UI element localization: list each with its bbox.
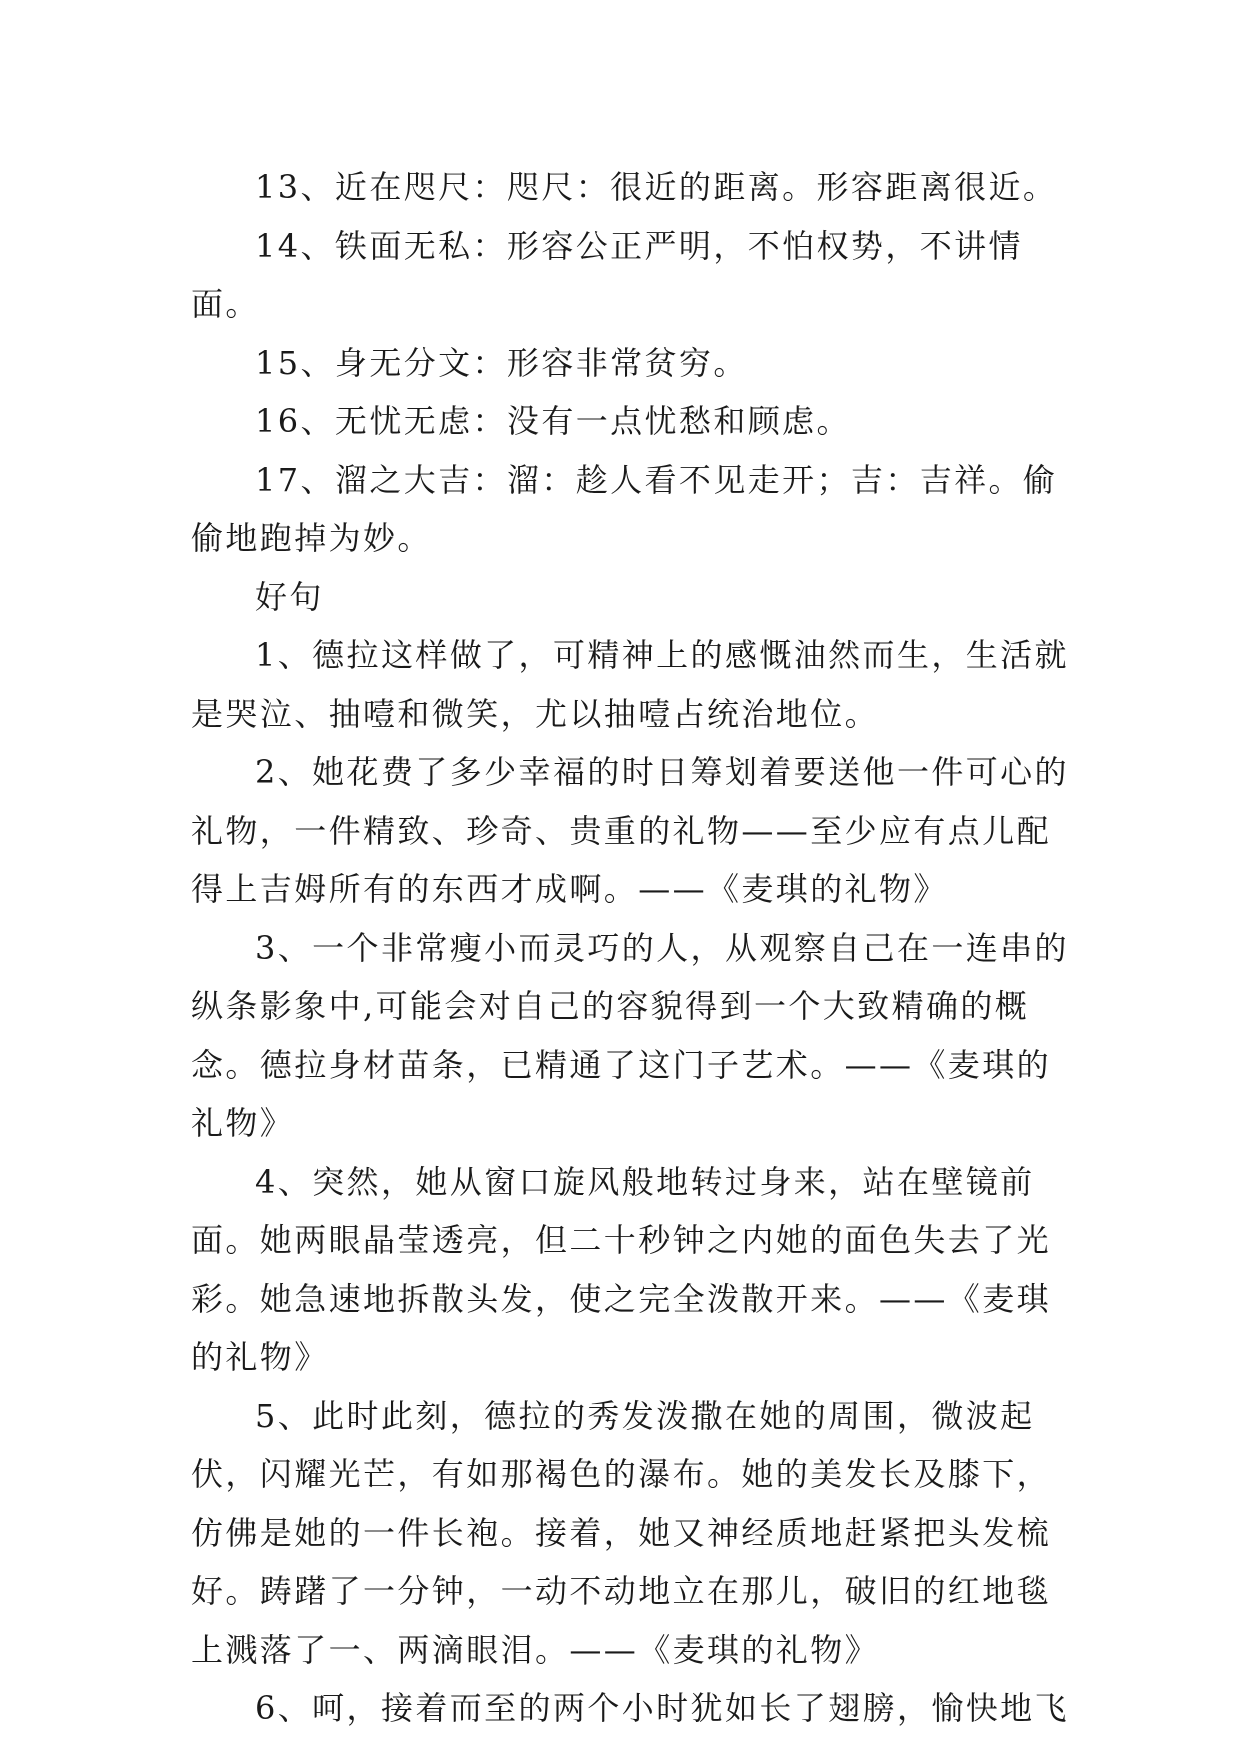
sentence-4: 4、突然，她从窗口旋风般地转过身来，站在壁镜前面。她两眼晶莹透亮，但二十秒钟之内她的面色失去了光彩。她急速地拆散头发，使之完全泼散开来。——《麦琪的礼物》 xyxy=(191,1162,1052,1376)
idiom-17: 17、溜之大吉：溜：趁人看不见走开；吉：吉祥。偷偷地跑掉为妙。 xyxy=(191,460,1058,557)
sentence-1: 1、德拉这样做了，可精神上的感慨油然而生，生活就是哭泣、抽噎和微笑，尤以抽噎占统治地位。 xyxy=(191,636,1069,733)
sentence-6: 6、呵，接着而至的两个小时犹如长了翅膀，愉快地飞 xyxy=(255,1689,1069,1727)
sentence-5: 5、此时此刻，德拉的秀发泼撒在她的周围，微波起伏，闪耀光芒，有如那褐色的瀑布。她的美发长及膝下，仿佛是她的一件长袍。接着，她又神经质地赶紧把头发梳好。踌躇了一分钟，一动不动地立在那儿，破旧的红地毯上溅落了一、两滴眼泪。——《麦琪的礼物》 xyxy=(191,1396,1052,1669)
sentence-2: 2、她花费了多少幸福的时日筹划着要送他一件可心的礼物，一件精致、珍奇、贵重的礼物——至少应有点儿配得上吉姆所有的东西才成啊。——《麦琪的礼物》 xyxy=(191,753,1069,908)
idiom-14: 14、铁面无私：形容公正严明，不怕权势，不讲情面。 xyxy=(191,226,1023,323)
document-body xyxy=(191,158,1071,1738)
section-heading-good-sentences: 好句 xyxy=(255,577,324,616)
idiom-13: 13、近在咫尺：咫尺：很近的距离。形容距离很近。 xyxy=(255,168,1058,206)
sentence-3: 3、一个非常瘦小而灵巧的人，从观察自己在一连串的纵条影象中,可能会对自己的容貌得到一个大致精确的概念。德拉身材苗条，已精通了这门子艺术。——《麦琪的礼物》 xyxy=(191,928,1069,1142)
idiom-16: 16、无忧无虑：没有一点忧愁和顾虑。 xyxy=(255,402,851,440)
idiom-15: 15、身无分文：形容非常贫穷。 xyxy=(255,343,748,382)
